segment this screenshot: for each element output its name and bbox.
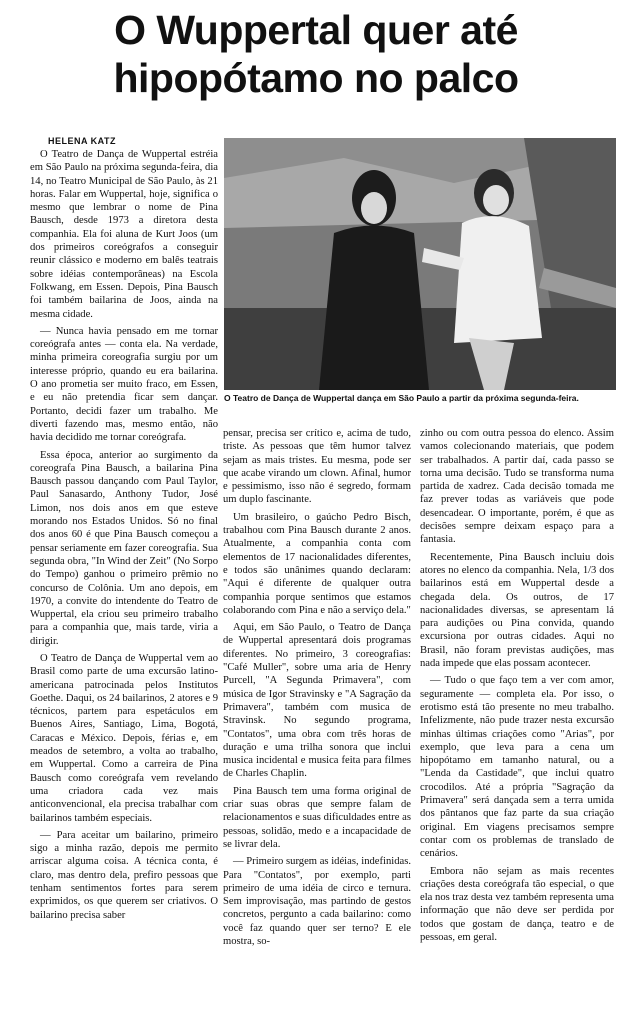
- paragraph: Um brasileiro, o gaúcho Pedro Bisch, trabalhou com Pina Bausch durante 2 anos. Atualmente, a companhia conta com elementos de 17 nacionalidades diferentes, e todos são unânimes quando declaram: "Aqui é diferente de qualquer outra companhia porque sentimos que estamos colaborando com Pina e não a serviço dela.": [223, 511, 411, 616]
- photo-illustration: [224, 138, 616, 390]
- paragraph: — Nunca havia pensado em me tornar coreógrafa antes — conta ela. Na verdade, minha primeira coreografia surgiu por um interesse próprio, quando eu era bailarina. O ano prometia ser muito fraco, em Essen, e eu não pretendia ficar sem dançar. Portanto, decidi fazer um trabalho. Me diverti fazendo mas, mesmo então, não havia decidido me tornar coreógrafa.: [30, 325, 218, 444]
- article-column-3: [420, 427, 614, 948]
- byline: HELENA KATZ: [48, 136, 116, 146]
- paragraph: Essa época, anterior ao surgimento da coreografa Pina Bausch, a bailarina Pina Bausch passou dançando com Paul Taylor, Paul Sanasardo, Anthony Tudor, José Limon, nos dois anos em que esteve morando nos Estados Unidos. Só no final dos anos 60 é que Pina Bausch começou a pensar seriamente em fazer coreografia. Sua segunda obra, "In Wind der Zeit" (No Sorpo do Tempo) ganhou o primeiro prêmio no concurso de Colônia. Um ano depois, em 1970, a convite do intendente do Teatro de Wuppertal, ela criou seu primeiro trabalho para a companhia que, mais tarde, viria a dirigir.: [30, 449, 218, 647]
- paragraph: — Primeiro surgem as idéias, indefinidas. Para "Contatos", por exemplo, parti primeiro de uma idéia de circo e ternura. Sem improvisação, mas partindo de gestos concretos, pergunto a cada bailarino: como você faz quando quer ser terno? E ele mostra, so-: [223, 856, 411, 947]
- article-column-1: [30, 148, 218, 926]
- paragraph: O Teatro de Dança de Wuppertal vem ao Brasil como parte de uma excursão latino-americana patrocinada pelos Institutos Goethe. Daqui, os 24 bailarinos, 2 atores e 9 técnicos, partem para espetáculos em Buenos Aires, Santiago, Lima, Bogotá, Caracas e México. Depois, férias e, em meados de setembro, a volta ao trabalho, em Wuppertal. Como a carreira de Pina Bausch como coreógrafa vem revelando uma criadora cada vez mais anticonvencional, ela precisa trabalhar com bailarinos também especiais.: [30, 652, 218, 824]
- paragraph: Recentemente, Pina Bausch incluiu dois atores no elenco da companhia. Nela, 1/3 dos bailarinos está em Wuppertal desde a chegada dela. Os outros, de 17 nacionalidades diversas, se apresentam lá para audições ou Pina convida, quando excursiona por outras cidades. Aqui no Brasil, não foram previstas audições, mas nada impede que elas possam acontecer.: [420, 551, 614, 670]
- headline: O Wuppertal quer até hipopótamo no palco: [113, 7, 519, 101]
- paragraph: Embora não sejam as mais recentes criações desta coreógrafa tão especial, o que ela nos traz desta vez também representa uma informação que não deve ser perdida por todos que gostam de dança, teatro e de pessoas, em geral.: [420, 865, 614, 943]
- paragraph: O Teatro de Dança de Wuppertal estréia em São Paulo na próxima segunda-feira, dia 14, no Teatro Municipal de São Paulo, às 21 horas. Falar em Wuppertal, hoje, significa o mesmo que lembrar o nome de Pina Bausch, desde 1973 a diretora desta companhia. Ela foi aluna de Kurt Joos (um dos primeiros coreógrafos a conseguir reunir clássico e moderno em balês teatrais sobre idéias contemporâneas) na Escola Folkwang, em Essen. Depois, Pina Bausch foi também bailarina de Joos, ainda na mesma cidade.: [30, 149, 218, 320]
- paragraph: Pina Bausch tem uma forma original de criar suas obras que sempre falam de relacionamentos e suas dificuldades entre as pessoas, solidão, medo e a incapacidade de se livrar dela.: [223, 785, 411, 850]
- dance-photo: [224, 138, 616, 390]
- photo-caption: O Teatro de Dança de Wuppertal dança em São Paulo a partir da próxima segunda-feira.: [224, 393, 579, 403]
- paragraph: zinho ou com outra pessoa do elenco. Assim vamos colecionando materiais, que podem ser trabalhados. A partir daí, cada passo se torna uma decisão. Tudo se transforma numa partida de xadrez. Cada decisão tomada me faz prever todas as variáveis que pode desencadear. O importante, porém, é que as decisões sempre deixam espaço para a fantasia.: [420, 428, 614, 546]
- paragraph: — Tudo o que faço tem a ver com amor, seguramente — completa ela. Por isso, o erotismo está tão presente no meu trabalho. Infelizmente, não pude trazer nesta excursão minhas últimas criações como "Arias", por exemplo, que leva para a cena um hipopótamo em tamanho natural, ou a "Lenda da Castidade", que inclui quatro crocodilos. Até a própria "Sagração da Primavera" será dançada sem a terra umida dos pântanos que faz parte da sua criação original. Em viagens precisamos sempre contar com os problemas de translado de cenários.: [420, 675, 614, 860]
- article-column-2: [223, 427, 411, 952]
- paragraph: pensar, precisa ser crítico e, acima de tudo, triste. As pessoas que têm humor talvez sejam as mais tristes. Eu mesma, pode ser que acabe virando um clown. Afinal, humor e pessimismo, isso não é segredo, formam um duplo fascinante.: [223, 428, 411, 506]
- paragraph: Aqui, em São Paulo, o Teatro de Dança de Wuppertal apresentará dois programas diferentes. No primeiro, 3 coreografias: "Café Muller", sobre uma aria de Henry Purcell, "A Segunda Primavera", com música de Igor Stravinsky e "A Sagração da Primavera", também com musica de Stravinsk. No segundo programa, "Contatos", uma obra com três horas de duração e uma trilha sonora que inclui musica incidental e musica feita para filmes de Charles Chaplin.: [223, 622, 411, 780]
- paragraph: — Para aceitar um bailarino, primeiro sigo a minha razão, depois me permito arriscar alguma coisa. A técnica conta, é claro, mas dentro dela, prefiro pessoas que tenham sentimentos fortes para serem exprimidos, os que querem ser criativos. O bailarino precisa saber: [30, 829, 218, 921]
